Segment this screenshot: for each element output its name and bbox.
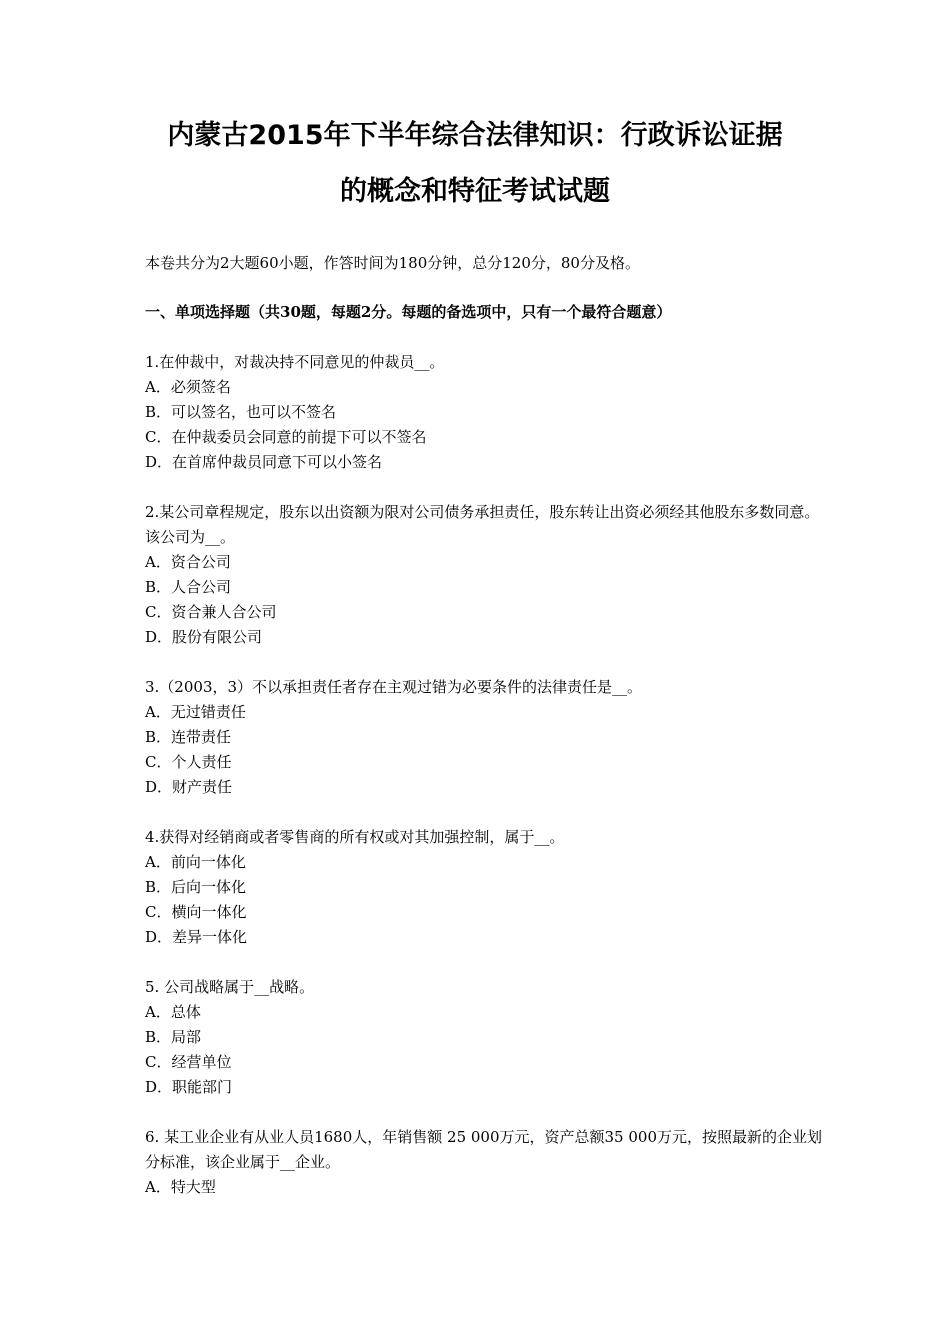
title-line-1: 内蒙古2015年下半年综合法律知识：行政诉讼证据: [167, 120, 783, 151]
option-a: A．特大型: [145, 1178, 216, 1196]
document-title: [60, 108, 890, 220]
option-a: A．无过错责任: [145, 703, 246, 721]
option-d: D．股份有限公司: [145, 628, 263, 646]
option-b: B．可以签名，也可以不签名: [145, 403, 337, 421]
section-heading: 一、单项选择题（共30题，每题2分。每题的备选项中，只有一个最符合题意）: [145, 303, 672, 321]
question-3: [145, 675, 825, 800]
option-c: C．横向一体化: [145, 903, 247, 921]
option-d: D．财产责任: [145, 778, 233, 796]
option-b: B．人合公司: [145, 578, 232, 596]
option-c: C．在仲裁委员会同意的前提下可以不签名: [145, 428, 427, 446]
question-stem: 1.在仲裁中，对裁决持不同意见的仲裁员__。: [145, 353, 445, 371]
title-line-2: 的概念和特征考试试题: [340, 176, 610, 207]
exam-intro: 本卷共分为2大题60小题，作答时间为180分钟，总分120分，80分及格。: [145, 254, 640, 272]
option-a: A．前向一体化: [145, 853, 246, 871]
option-c: C．资合兼人合公司: [145, 603, 277, 621]
question-6: [145, 1125, 825, 1200]
option-a: A．必须签名: [145, 378, 231, 396]
option-c: C．经营单位: [145, 1053, 232, 1071]
option-b: B．局部: [145, 1028, 202, 1046]
question-5: [145, 975, 825, 1100]
question-stem: 2.某公司章程规定，股东以出资额为限对公司债务承担责任，股东转让出资必须经其他股东多数同意。该公司为__。: [145, 503, 820, 546]
option-c: C．个人责任: [145, 753, 232, 771]
option-d: D．在首席仲裁员同意下可以小签名: [145, 453, 383, 471]
question-stem: 4.获得对经销商或者零售商的所有权或对其加强控制，属于__。: [145, 828, 565, 846]
question-stem: 5. 公司战略属于__战略。: [145, 978, 315, 996]
question-1: [145, 350, 825, 475]
question-list: [145, 350, 825, 1225]
option-d: D．职能部门: [145, 1078, 233, 1096]
question-4: [145, 825, 825, 950]
option-b: B．连带责任: [145, 728, 232, 746]
option-d: D．差异一体化: [145, 928, 248, 946]
question-2: [145, 500, 825, 650]
option-a: A．资合公司: [145, 553, 231, 571]
question-stem: 6. 某工业企业有从业人员1680人，年销售额 25 000万元，资产总额35 000万元，按照最新的企业划分标准，该企业属于__企业。: [145, 1128, 822, 1171]
option-b: B．后向一体化: [145, 878, 247, 896]
question-stem: 3.（2003，3）不以承担责任者存在主观过错为必要条件的法律责任是__。: [145, 678, 643, 696]
option-a: A．总体: [145, 1003, 201, 1021]
